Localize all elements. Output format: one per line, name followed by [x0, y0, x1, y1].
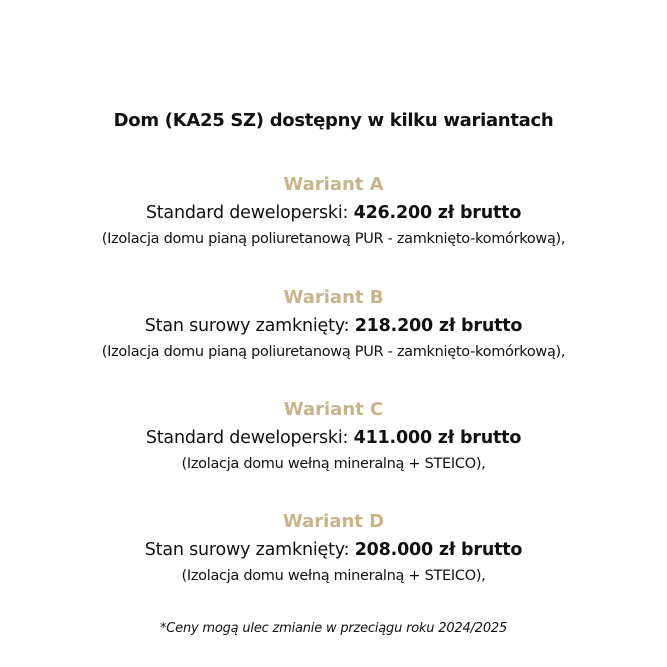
- price-label: Standard deweloperski:: [145, 203, 349, 223]
- variant-b: [0, 285, 667, 363]
- price-label: Stan surowy zamknięty:: [144, 540, 350, 560]
- price-label: Standard deweloperski:: [145, 428, 349, 448]
- price-value: 411.000 zł brutto: [353, 428, 522, 448]
- price-value: 208.000 zł brutto: [354, 540, 523, 560]
- variant-a: [0, 172, 667, 250]
- page-title: Dom (KA25 SZ) dostępny w kilku wariantach: [113, 110, 554, 131]
- variant-note: (Izolacja domu wełną mineralną + STEICO),: [181, 456, 486, 472]
- price-label: Stan surowy zamknięty:: [144, 316, 350, 336]
- variant-name: Wariant D: [282, 511, 385, 532]
- variant-name: Wariant A: [283, 174, 384, 195]
- variant-price-line: [0, 200, 667, 226]
- variant-note: (Izolacja domu pianą poliuretanową PUR - zamknięto-komórkową),: [101, 344, 566, 360]
- variant-price-line: [0, 425, 667, 451]
- price-disclaimer-footnote: *Ceny mogą ulec zmianie w przeciągu roku 2024/2025: [159, 621, 508, 636]
- variant-note: (Izolacja domu pianą poliuretanową PUR - zamknięto-komórkową),: [101, 231, 566, 247]
- variant-note: (Izolacja domu wełną mineralną + STEICO),: [181, 568, 486, 584]
- variant-price-line: [0, 313, 667, 339]
- price-value: 218.200 zł brutto: [354, 316, 523, 336]
- price-value: 426.200 zł brutto: [353, 203, 522, 223]
- variant-d: [0, 509, 667, 587]
- variant-name: Wariant B: [283, 287, 384, 308]
- variant-c: [0, 397, 667, 475]
- variant-price-line: [0, 537, 667, 563]
- variant-name: Wariant C: [283, 399, 384, 420]
